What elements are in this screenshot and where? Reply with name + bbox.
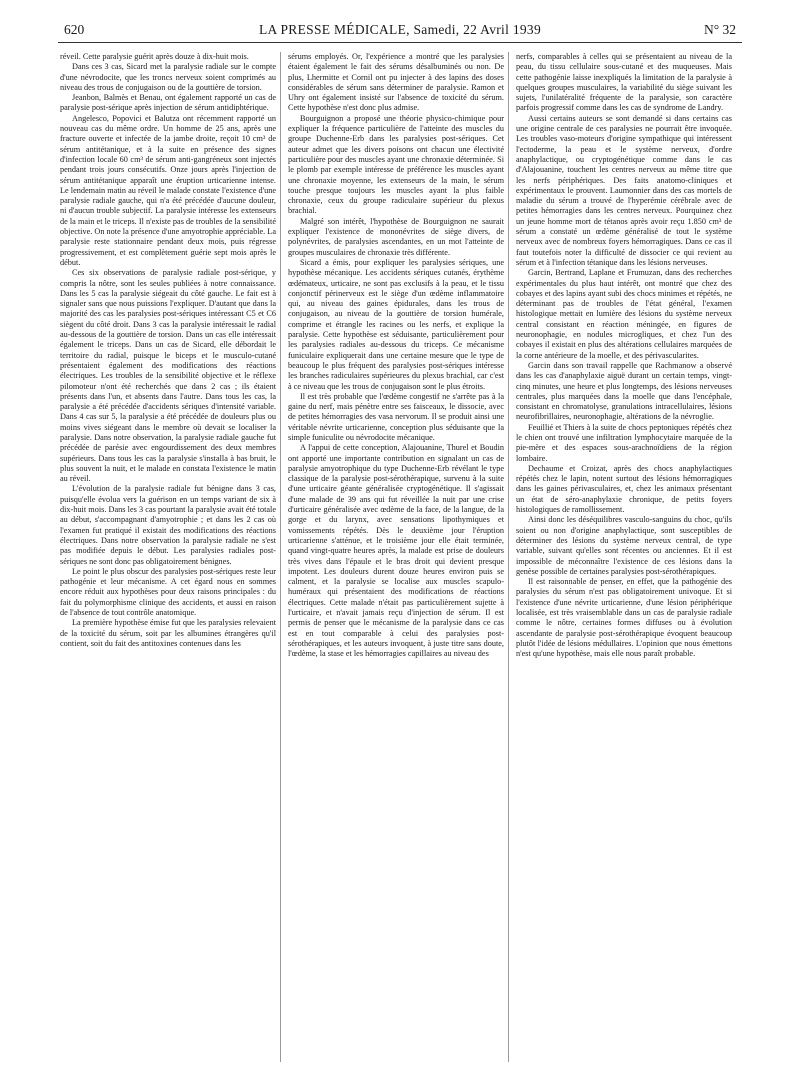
paragraph: nerfs, comparables à celles qui se présentaient au niveau de la peau, du tissu cellulaire sous-cutané et des muqueuses. Mais cette pathogénie laisse inexpliqués la limitation de la paralysie à quelques groupes musculaires, la variabilité du siège suivant les sujets, l'unilatéralité fréquente de la paralysie, son caractère parfois progressif comme dans les cas de syndrome de Landry. <box>516 52 732 113</box>
paragraph: Bourguignon a proposé une théorie physico-chimique pour expliquer la fréquence particulière de l'atteinte des muscles du groupe Duchenne-Erb dans les paralysies post-sériques. Cet auteur admet que les divers poisons ont chacun une électivité particulière pour des muscles ayant une chronaxie déterminée. Si le plomb par exemple intéresse de préférence les muscles ayant une chronaxie moyenne, les extenseurs de la main, le sérum touche presque toujours les muscles ayant la plus faible chronaxie, ceux du groupe radiculaire supérieur du plexus brachial. <box>288 113 504 216</box>
journal-title: LA PRESSE MÉDICALE, Samedi, 22 Avril 1939 <box>258 22 542 37</box>
column-divider <box>508 52 509 1062</box>
text-column-3 <box>516 52 732 660</box>
paragraph: Ces six observations de paralysie radiale post-sérique, y compris la nôtre, sont les seules publiées à notre connaissance. Dans les 5 cas la paralysie siégeait du côté gauche. Le fait est à signaler sans que nous puissions l'expliquer. D'autant que dans la majorité des cas les paralysies post-sériques intéressant C5 et C6 siègent du côté droit. Dans 3 cas la paralysie intéressait le radial au-dessous de la gouttière de torsion. Dans un cas elle intéressait également le triceps. Dans un cas de Sicard, elle débordait le territoire du radial, puisque le biceps et le musculo-cutané présentaient également des modifications des réactions électriques. Les troubles de la sensibilité objective et le réflexe pilomoteur n'ont été recherchés que dans 2 cas ; ils étaient présents dans l'un, et absents dans l'autre. Dans tous les cas, la paralysie a été précédée d'accidents sériques d'intensité variable. Dans 4 cas sur 5, la paralysie a été précédée de douleurs plus ou moins vives siégeant dans le membre où devait se localiser la paralysie. Dans notre observation, la paralysie radiale gauche fut précédée de parésie avec engourdissement des deux membres supérieurs. Dans tous les cas la paralysie s'installa à bas bruit, le plus souvent la nuit, et le malade en constata l'existence le matin au réveil. <box>60 268 276 484</box>
paragraph: Feuillié et Thiers à la suite de chocs peptoniques répétés chez le chien ont trouvé une infiltration lymphocytaire marquée de la pie-mère et des espaces sous-arachnoïdiens de la région lombaire. <box>516 422 732 463</box>
paragraph: Il est très probable que l'œdème congestif ne s'arrête pas à la gaine du nerf, mais pénètre entre ses faisceaux, le dissocie, avec de petites hémorragies des vasa nervorum. Il se produit ainsi une véritable névrite urticarienne, conception plus séduisante que la simple funiculite ou névrodocite mécanique. <box>288 391 504 442</box>
paragraph: Angelesco, Popovici et Balutza ont récemment rapporté un nouveau cas du même ordre. Un homme de 25 ans, après une fracture ouverte et infectée de la jambe droite, reçoit 10 cm³ de sérum antitétanique, et à la suite en présence des signes d'infection locale 60 cm³ de sérum anti-gangréneux sont injectés pendant trois jours consécutifs. Onze jours après l'injection de sérum antitétanique apparaît une éruption urticarienne intense. Le lendemain matin au réveil le malade constate l'existence d'une paralysie radiale gauche, qui n'a été précédée d'aucune douleur, ni d'aucun trouble subjectif. La paralysie intéresse les extenseurs de la main et le triceps. Il n'existe pas de troubles de la sensibilité objective. On note la présence d'une amyotrophie appréciable. La paralysie reste stationnaire pendant deux mois, puis régresse progressivement, et est complètement guérie sept mois après le début. <box>60 113 276 267</box>
page-header <box>58 20 742 43</box>
column-divider <box>280 52 281 1062</box>
paragraph: sérums employés. Or, l'expérience a montré que les paralysies étaient également le fait des sérums désalbuminés ou non. De plus, Lhermitte et Cornil ont pu injecter à des lapins des doses considérables de sérum sans déterminer de paralysie. Ramon et Uhry ont également insisté sur l'absence de toxicité du sérum. Cette hypothèse n'est donc plus admise. <box>288 52 504 113</box>
paragraph: L'évolution de la paralysie radiale fut bénigne dans 3 cas, puisqu'elle évolua vers la guérison en un temps variant de six à dix-huit mois. Dans les 3 cas pourtant la paralysie avait été totale au début, s'accompagnant d'amyotrophie ; et dans les 2 cas où l'examen fut pratiqué il existait des modifications des réactions électriques. Dans notre observation la paralysie radiale ne s'est pas modifiée depuis le début. Les paralysies radiales post-sériques ne sont donc pas obligatoirement bénignes. <box>60 484 276 566</box>
text-column-1 <box>60 52 276 649</box>
paragraph: A l'appui de cette conception, Alajouanine, Thurel et Boudin ont apporté une importante contribution en signalant un cas de paralysie amyotrophique du type Duchenne-Erb révélant le type classique de la paralysie post-sérothérapique, survenu à la suite d'une urticaire géante généralisée cryptogénétique. Il s'agissait d'une malade de 39 ans qui fut réveillée la nuit par une crise d'urticaire généralisée avec œdème de la face, de la langue, de la gorge et du larynx, avec sensations lipothymiques et vomissements répétés. Dès le deuxième jour l'éruption urticarienne s'atténue, et le troisième jour elle était terminée, quand vingt-quatre heures après, la malade est prise de douleurs très vives dans l'épaule et le bras droit qui devient presque impotent. Les douleurs durent douze heures environ puis se calment, et la paralysie se localise aux muscles scapulo-huméraux qui présentaient des modifications de réactions électriques. Cette malade n'était pas particulièrement sujette à l'urticaire, et n'avait jamais reçu d'injection de sérum. Il est permis de penser que le mécanisme de la paralysie dans ce cas est en tout comparable à celui des paralysies post-sérothérapiques, et les auteurs invoquent, à juste titre sans doute, l'œdème, la stase et les hémorragies capillaires au niveau des <box>288 443 504 659</box>
paragraph: Dechaume et Croizat, après des chocs anaphylactiques répétés chez le lapin, notent surtout des lésions hémorragiques dans les gaines périvasculaires, et, chez les animaux présentant un état de séro-anaphylaxie chronique, de petits foyers histologiques de ramollissement. <box>516 463 732 515</box>
paragraph: Sicard a émis, pour expliquer les paralysies sériques, une hypothèse mécanique. Les accidents sériques cutanés, érythème œdémateux, urticaire, ne sont pas exclusifs à la peau, et le tissu conjonctif périnerveux est le siège d'un œdème inflammatoire qui, au niveau des gaines épidurales, dans les trous de conjugaison, au niveau de la gouttière de torsion humérale, comprime et étrangle les racines ou les nerfs, et explique la paralysie. Cette hypothèse est séduisante, particulièrement pour les paralysies radiales au-dessous du triceps. Ce mécanisme funiculaire expliquerait dans une certaine mesure que le type de beaucoup le plus fréquent des paralysies post-sériques intéresse les branches radiculaires supérieures du plexus brachial, car c'est à ce niveau que les trous de conjugaison sont le plus étroits. <box>288 257 504 391</box>
paragraph: Malgré son intérêt, l'hypothèse de Bourguignon ne saurait expliquer l'existence de mononévrites de siège divers, de polynévrites, de paralysies ascendantes, en un mot l'atteinte de groupes musculaires de chronaxie très différente. <box>288 216 504 257</box>
paragraph: La première hypothèse émise fut que les paralysies relevaient de la toxicité du sérum, soit par les albumines étrangères qu'il contient, soit du fait des antitoxines contenues dans les <box>60 618 276 648</box>
text-column-2 <box>288 52 504 660</box>
issue-number: N° 32 <box>703 22 736 37</box>
paragraph: Il est raisonnable de penser, en effet, que la pathogénie des paralysies du sérum n'est pas obligatoirement univoque. Et si l'existence d'une névrite urticarienne, d'une lésion périphérique localisée, est très vraisemblable dans un cas de paralysie radiale comme le nôtre, certaines formes diffuses ou à évolution ascendante de paralysie post-sérothérapique évoquent beaucoup plutôt l'idée de lésions médullaires. L'opinion que nous émettons n'est qu'une hypothèse, mais elle nous paraît probable. <box>516 577 732 659</box>
paragraph: Aussi certains auteurs se sont demandé si dans certains cas une origine centrale de ces paralysies ne pourrait être invoquée. Les troubles vaso-moteurs d'origine sympathique qui intéressent l'ectoderme, la peau et le système nerveux, d'ordre anaphylactique, ou cryptogénétique comme dans le cas d'Alajouanine, touchent les centres nerveux au même titre que les nerfs périphériques. Des faits anatomo-cliniques et expérimentaux le prouvent. Laumonnier dans des cas mortels de maladie du sérum a trouvé de l'hyperémie cérébrale avec de petites hémorragies dans les centres nerveux. Pourquinez chez un jeune homme mort de tétanos après avoir reçu 1.850 cm³ de sérum a constaté un œdème généralisé de tout le système nerveux avec de nombreux foyers hémorragiques. Dans ce cas il faut toutefois noter la difficulté de dissocier ce qui revient au sérum et à l'infection tétanique dans les lésions nerveuses. <box>516 113 732 267</box>
paragraph: Garcin dans son travail rappelle que Rachmanow a observé dans les cas d'anaphylaxie aiguë durant un certain temps, vingt-cinq minutes, une heure et plus longtemps, des lésions nerveuses centrales, plus marquées dans la moelle que dans l'encéphale, consistant en chromatolyse, granulations intracellulaires, lésions neurofibrillaires, neuronophagie, altérations de la névroglie. <box>516 360 732 422</box>
paragraph: réveil. Cette paralysie guérit après douze à dix-huit mois. <box>60 52 249 61</box>
paragraph: Garcin, Bertrand, Laplane et Frumuzan, dans des recherches expérimentales du plus haut intérêt, ont montré que chez des cobayes et des lapins ayant subi des chocs minimes et répétés, ne déterminant pas de troubles de l'état général, l'examen histologique mettait en lumière des lésions du système nerveux central consistant en réaction méningée, en figures de neuronophagie, en nodules microgliques, et chez l'un des cobayes il existait en plus des altérations cellulaires marquées de la corne antérieure de la moelle, et des périvascularites. <box>516 268 732 360</box>
page-number: 620 <box>64 22 85 37</box>
paragraph: Jeanbon, Balmès et Benau, ont également rapporté un cas de paralysie post-sérique après injection de sérum antidiphtérique. <box>60 93 276 113</box>
paragraph: Ainsi donc les déséquilibres vasculo-sanguins du choc, qu'ils soient ou non d'origine anaphylactique, sont susceptibles de déterminer des lésions du système nerveux central, de type variable, suivant qu'elles sont récentes ou anciennes. Et il est impossible de méconnaître l'existence de ces lésions dans la genèse possible de certaines paralysies post-sérothérapiques. <box>516 515 732 576</box>
paragraph: Le point le plus obscur des paralysies post-sériques reste leur pathogénie et leur mécanisme. A cet égard nous en sommes encore réduit aux hypothèses pour deux raisons principales : du fait du polymorphisme clinique des accidents, et aussi en raison de l'absence de tout contrôle anatomique. <box>60 566 276 618</box>
paragraph: Dans ces 3 cas, Sicard met la paralysie radiale sur le compte d'une névrodocite, que les troncs nerveux soient comprimés au niveau des trous de conjugaison ou de la gouttière de torsion. <box>60 62 276 92</box>
